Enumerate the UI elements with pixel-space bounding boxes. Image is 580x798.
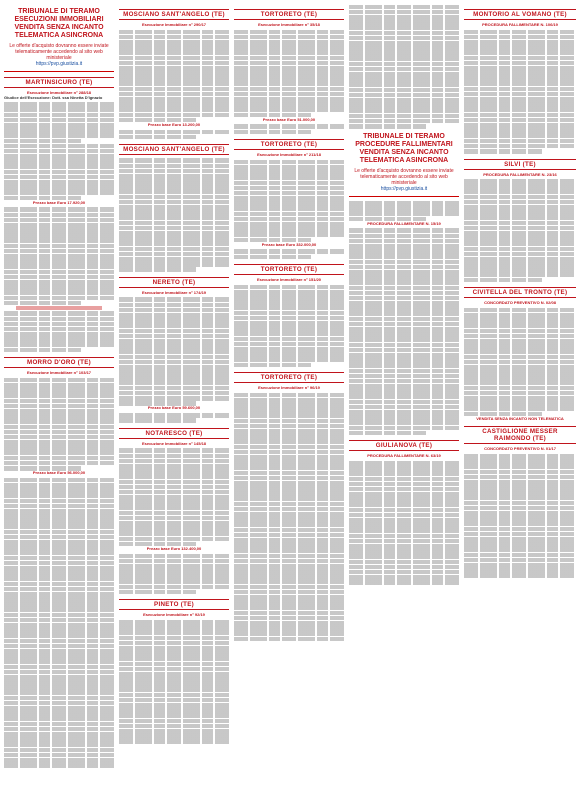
column-2 (119, 4, 229, 794)
section-tortoreto-3: TORTORETO (TE) (234, 264, 344, 275)
procedure-number: CONCORDATO PREVENTIVO N. 01/17 (484, 446, 556, 452)
intro-box (4, 4, 114, 72)
price-base: Prezzo base Euro 13.200,00 (147, 121, 201, 127)
section-martinsicuro: MARTINSICURO (TE) (4, 77, 114, 88)
section-pineto: PINETO (TE) (119, 599, 229, 610)
column-3 (234, 4, 344, 794)
intro-subtitle: Le offerte d'acquisto dovranno essere inviate telematicamente accedendo al sito web ministeriale (354, 168, 454, 187)
listing-number: Esecuzione Immobiliare n° 145/18 (141, 440, 207, 446)
section-mosciano-1: MOSCIANO SANT'ANGELO (TE) (119, 9, 229, 20)
column-1 (4, 4, 114, 794)
price-base: Prezzo base Euro 132.400,00 (146, 545, 202, 551)
section-giulianova: GIULIANOVA (TE) (349, 440, 459, 451)
price-base: Prezzo base Euro 17.920,00 (32, 199, 86, 205)
procedure-number: PROCEDURA FALLIMENTARE N. 15/19 (367, 220, 441, 226)
listing-number: Esecuzione Immobiliare n° 35/18 (258, 22, 320, 27)
intro-title: TRIBUNALE DI TERAMO PROCEDURE FALLIMENTARI VENDITA SENZA INCANTO TELEMATICA ASINCRONA (355, 133, 453, 165)
procedure-number: CONCORDATO PREVENTIVO N. 02/08 (484, 300, 556, 306)
intro-url[interactable]: https://pvp.giustizia.it (35, 61, 83, 67)
procedure-number: PROCEDURA FALLIMENTARE N. 23/16 (483, 171, 557, 177)
listing-number: Esecuzione Immobiliare n° 103/17 (26, 370, 92, 376)
sale-type-label: VENDITA SENZA INCANTO NON TELEMATICA (476, 415, 564, 421)
price-base: Prezzo base Euro 51.000,00 (262, 116, 316, 122)
column-4 (349, 4, 459, 794)
listing-number: Esecuzione Immobiliare n° 151/20 (256, 277, 322, 283)
intro-box-fallimentari (349, 129, 459, 197)
price-base: Prezzo base Euro 332.000,00 (261, 241, 317, 247)
listing-number: Esecuzione Immobiliare n° 211/18 (257, 152, 321, 158)
listing-number: Esecuzione Immobiliare n° 174/19 (141, 289, 207, 295)
listing-number: Esecuzione Immobiliare n° 92/19 (143, 612, 205, 618)
listing-judge: Giudice dell'Esecuzione: Dott. ssa Ninetta D'Ignazio (4, 94, 103, 100)
intro-subtitle: Le offerte d'acquisto dovranno essere inviate telematicamente accedendo al sito web ministeriale (9, 43, 109, 61)
section-tortoreto-2: TORTORETO (TE) (234, 139, 344, 150)
section-castiglione: CASTIGLIONE MESSER RAIMONDO (TE) (464, 426, 576, 444)
section-tortoreto-1: TORTORETO (TE) (234, 9, 344, 20)
procedure-number: PROCEDURA FALLIMENTARE N. 63/19 (367, 453, 441, 459)
listing-number: Esecuzione Immobiliare n° 288/18 (26, 90, 92, 95)
intro-url[interactable]: https://pvp.giustizia.it (380, 186, 428, 193)
section-civitella: CIVITELLA DEL TRONTO (TE) (464, 287, 576, 298)
section-nereto: NERETO (TE) (119, 277, 229, 288)
section-montorio: MONTORIO AL VOMANO (TE) (464, 9, 576, 20)
section-notaresco: NOTARESCO (TE) (119, 428, 229, 439)
procedure-number: PROCEDURA FALLIMENTARE N. 106/19 (482, 22, 558, 27)
section-morro: MORRO D'ORO (TE) (4, 357, 114, 368)
column-5 (464, 4, 576, 794)
listing-block (4, 91, 114, 100)
intro-title: TRIBUNALE DI TERAMO ESECUZIONI IMMOBILIARI VENDITA SENZA INCANTO TELEMATICA ASINCRONA (14, 8, 104, 39)
listing-number: Esecuzione Immobiliare n° 96/19 (258, 385, 320, 391)
price-base: Prezzo base Euro 59.600,00 (147, 405, 201, 411)
section-tortoreto-4: TORTORETO (TE) (234, 372, 344, 383)
listing-number: Esecuzione Immobiliare n° 290/17 (141, 22, 207, 27)
price-base: Prezzo base Euro 56.000,00 (32, 470, 86, 476)
section-silvi: SILVI (TE) (464, 159, 576, 170)
section-mosciano-2: MOSCIANO SANT'ANGELO (TE) (119, 144, 229, 155)
